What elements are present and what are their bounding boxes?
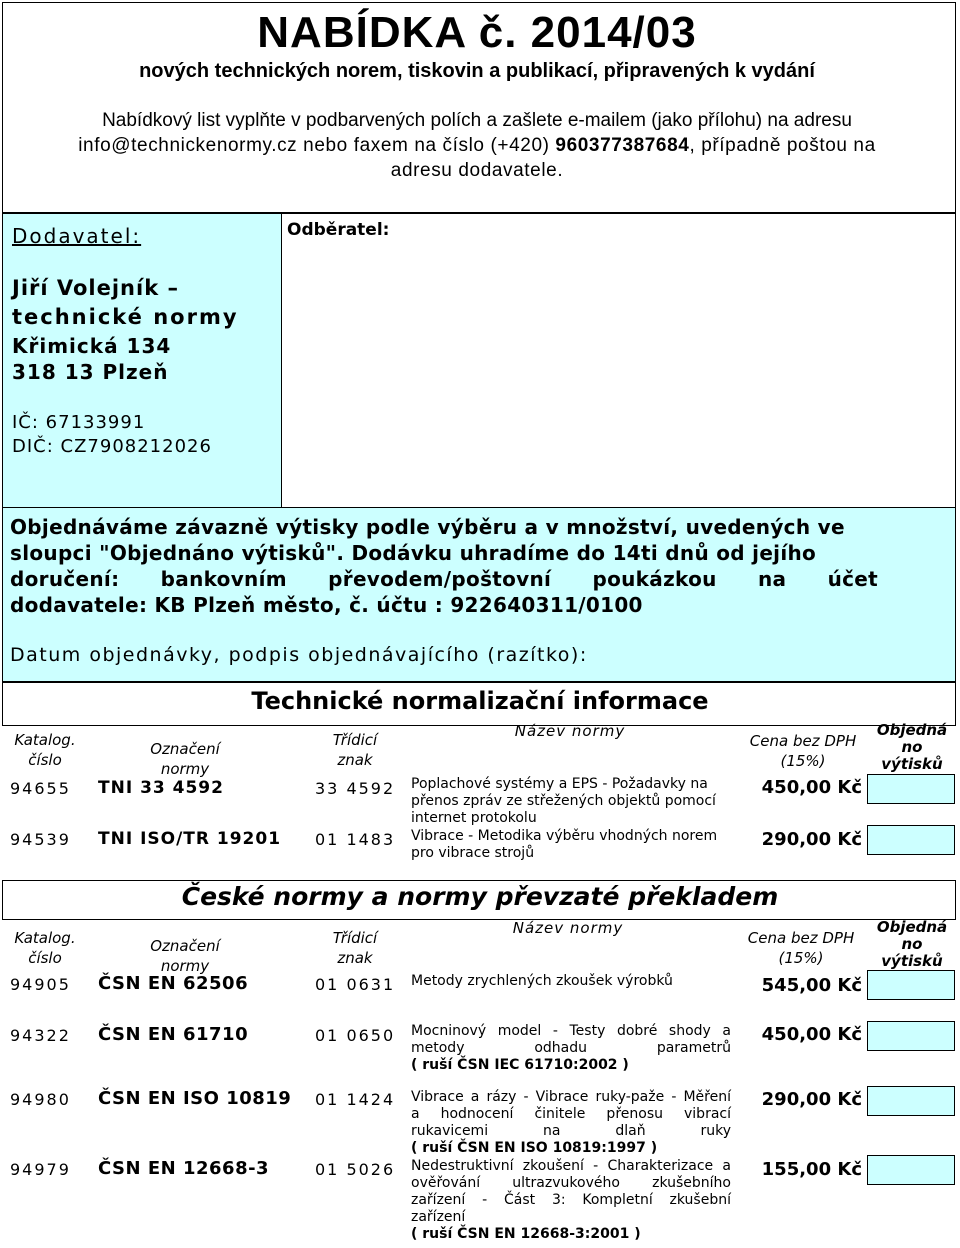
row-class-code: 01 5026: [315, 1160, 396, 1179]
email-link[interactable]: info@technickenormy.cz: [78, 135, 298, 156]
row-replaces: ( ruší ČSN IEC 61710:2002 ): [411, 1057, 629, 1073]
row-catalog-number: 94539: [10, 830, 71, 849]
row-price: 545,00 Kč: [761, 975, 862, 996]
supplier-street: Křimická 134: [12, 334, 172, 358]
col-designation-header: Označení normy: [150, 937, 220, 975]
supplier-ic: IČ: 67133991: [12, 412, 146, 433]
customer-box[interactable]: [281, 213, 956, 508]
instruction-fax-suffix: , případně poštou na: [689, 135, 876, 156]
instruction-line-2: [0, 135, 954, 157]
row-standard-name: Poplachové systémy a EPS - Požadavky na přenos zpráv ze střežených objektů pomocí internet protokolu: [411, 776, 716, 826]
row-standard-code: ČSN EN 12668-3: [98, 1158, 270, 1179]
col-catalog-header: Katalog. číslo: [14, 929, 76, 967]
col-ordered-header: Objedná no výtisků: [876, 918, 948, 970]
row-quantity-input[interactable]: [867, 825, 955, 855]
order-date-label: Datum objednávky, podpis objednávajícího (razítko):: [10, 644, 588, 666]
col-name-header: Název normy: [512, 919, 624, 937]
col-ordered-header: Objedná no výtisků: [876, 721, 948, 773]
fax-number: 960377387684: [555, 135, 690, 156]
supplier-label: Dodavatel:: [12, 224, 142, 248]
row-quantity-input[interactable]: [867, 1021, 955, 1051]
row-quantity-input[interactable]: [867, 1086, 955, 1116]
row-catalog-number: 94979: [10, 1160, 71, 1179]
row-standard-name: Vibrace a rázy - Vibrace ruky-paže - Měření a hodnocení činitele přenosu vibrací rukavicemi na dlaň ruky ( ruší ČSN EN ISO 10819:1997 ): [411, 1089, 731, 1156]
row-standard-name: Nedestruktivní zkoušení - Charakterizace a ověřování ultrazvukového zkušebního zařízení - Část 3: Kompletní zkušební zařízení ( ruší ČSN EN 12668-3:2001 ): [411, 1158, 731, 1242]
row-standard-code: TNI ISO/TR 19201: [98, 829, 282, 849]
row-standard-code: ČSN EN ISO 10819: [98, 1088, 292, 1109]
instruction-fax-prefix: nebo faxem na číslo (+420): [297, 135, 556, 156]
row-catalog-number: 94980: [10, 1090, 71, 1109]
row-class-code: 01 1483: [315, 830, 396, 849]
row-replaces: ( ruší ČSN EN 12668-3:2001 ): [411, 1226, 641, 1242]
page-title: NABÍDKA č. 2014/03: [257, 8, 697, 57]
supplier-name-2: technické normy: [12, 305, 239, 329]
supplier-name: Jiří Volejník –: [12, 276, 179, 300]
instruction-line-1: Nabídkový list vyplňte v podbarvených polích a zašlete e-mailem (jako přílohu) na adresu: [102, 110, 852, 131]
supplier-city: 318 13 Plzeň: [12, 360, 169, 384]
row-catalog-number: 94905: [10, 975, 71, 994]
order-line-3: doručení: bankovním převodem/poštovní poukázkou na účet: [10, 567, 878, 591]
row-standard-code: ČSN EN 62506: [98, 973, 249, 994]
row-standard-code: TNI 33 4592: [98, 778, 224, 798]
order-line-4: dodavatele: KB Plzeň město, č. účtu : 922640311/0100: [10, 593, 643, 617]
row-quantity-input[interactable]: [867, 970, 955, 1000]
instruction-line-3: adresu dodavatele.: [390, 160, 564, 181]
row-catalog-number: 94655: [10, 779, 71, 798]
row-standard-code: ČSN EN 61710: [98, 1024, 249, 1045]
order-line-1: Objednáváme závazně výtisky podle výběru a v množství, uvedených ve: [10, 515, 845, 539]
row-standard-name: Vibrace - Metodika výběru vhodných norem pro vibrace strojů: [411, 828, 718, 861]
row-class-code: 33 4592: [315, 779, 396, 798]
row-standard-name: Metody zrychlených zkoušek výrobků: [411, 973, 673, 989]
col-name-header: Název normy: [514, 722, 626, 740]
row-quantity-input[interactable]: [867, 1155, 955, 1185]
supplier-dic: DIČ: CZ7908212026: [12, 436, 212, 457]
row-replaces: ( ruší ČSN EN ISO 10819:1997 ): [411, 1140, 658, 1156]
row-price: 450,00 Kč: [761, 1024, 862, 1045]
row-class-code: 01 0631: [315, 975, 396, 994]
row-class-code: 01 0650: [315, 1026, 396, 1045]
section-2-title: České normy a normy převzaté překladem: [181, 882, 779, 911]
col-class-header: Třídicí znak: [332, 929, 378, 967]
row-standard-name: Mocninový model - Testy dobré shody a metody odhadu parametrů ( ruší ČSN IEC 61710:2002 ): [411, 1023, 731, 1073]
col-catalog-header: Katalog. číslo: [14, 731, 76, 769]
col-price-header: Cena bez DPH (15%): [749, 732, 857, 770]
row-catalog-number: 94322: [10, 1026, 71, 1045]
col-price-header: Cena bez DPH (15%): [747, 929, 855, 967]
row-quantity-input[interactable]: [867, 774, 955, 804]
customer-label: Odběratel:: [287, 220, 390, 240]
row-price: 290,00 Kč: [761, 829, 862, 850]
row-price: 290,00 Kč: [761, 1089, 862, 1110]
row-price: 450,00 Kč: [761, 777, 862, 798]
row-class-code: 01 1424: [315, 1090, 396, 1109]
section-1-title: Technické normalizační informace: [251, 687, 709, 715]
page-subtitle: nových technických norem, tiskovin a publikací, připravených k vydání: [139, 60, 815, 82]
col-class-header: Třídicí znak: [332, 731, 378, 769]
order-line-2: sloupci "Objednáno výtisků". Dodávku uhradíme do 14ti dnů od jejího: [10, 541, 817, 565]
col-designation-header: Označení normy: [150, 740, 220, 778]
row-price: 155,00 Kč: [761, 1159, 862, 1180]
